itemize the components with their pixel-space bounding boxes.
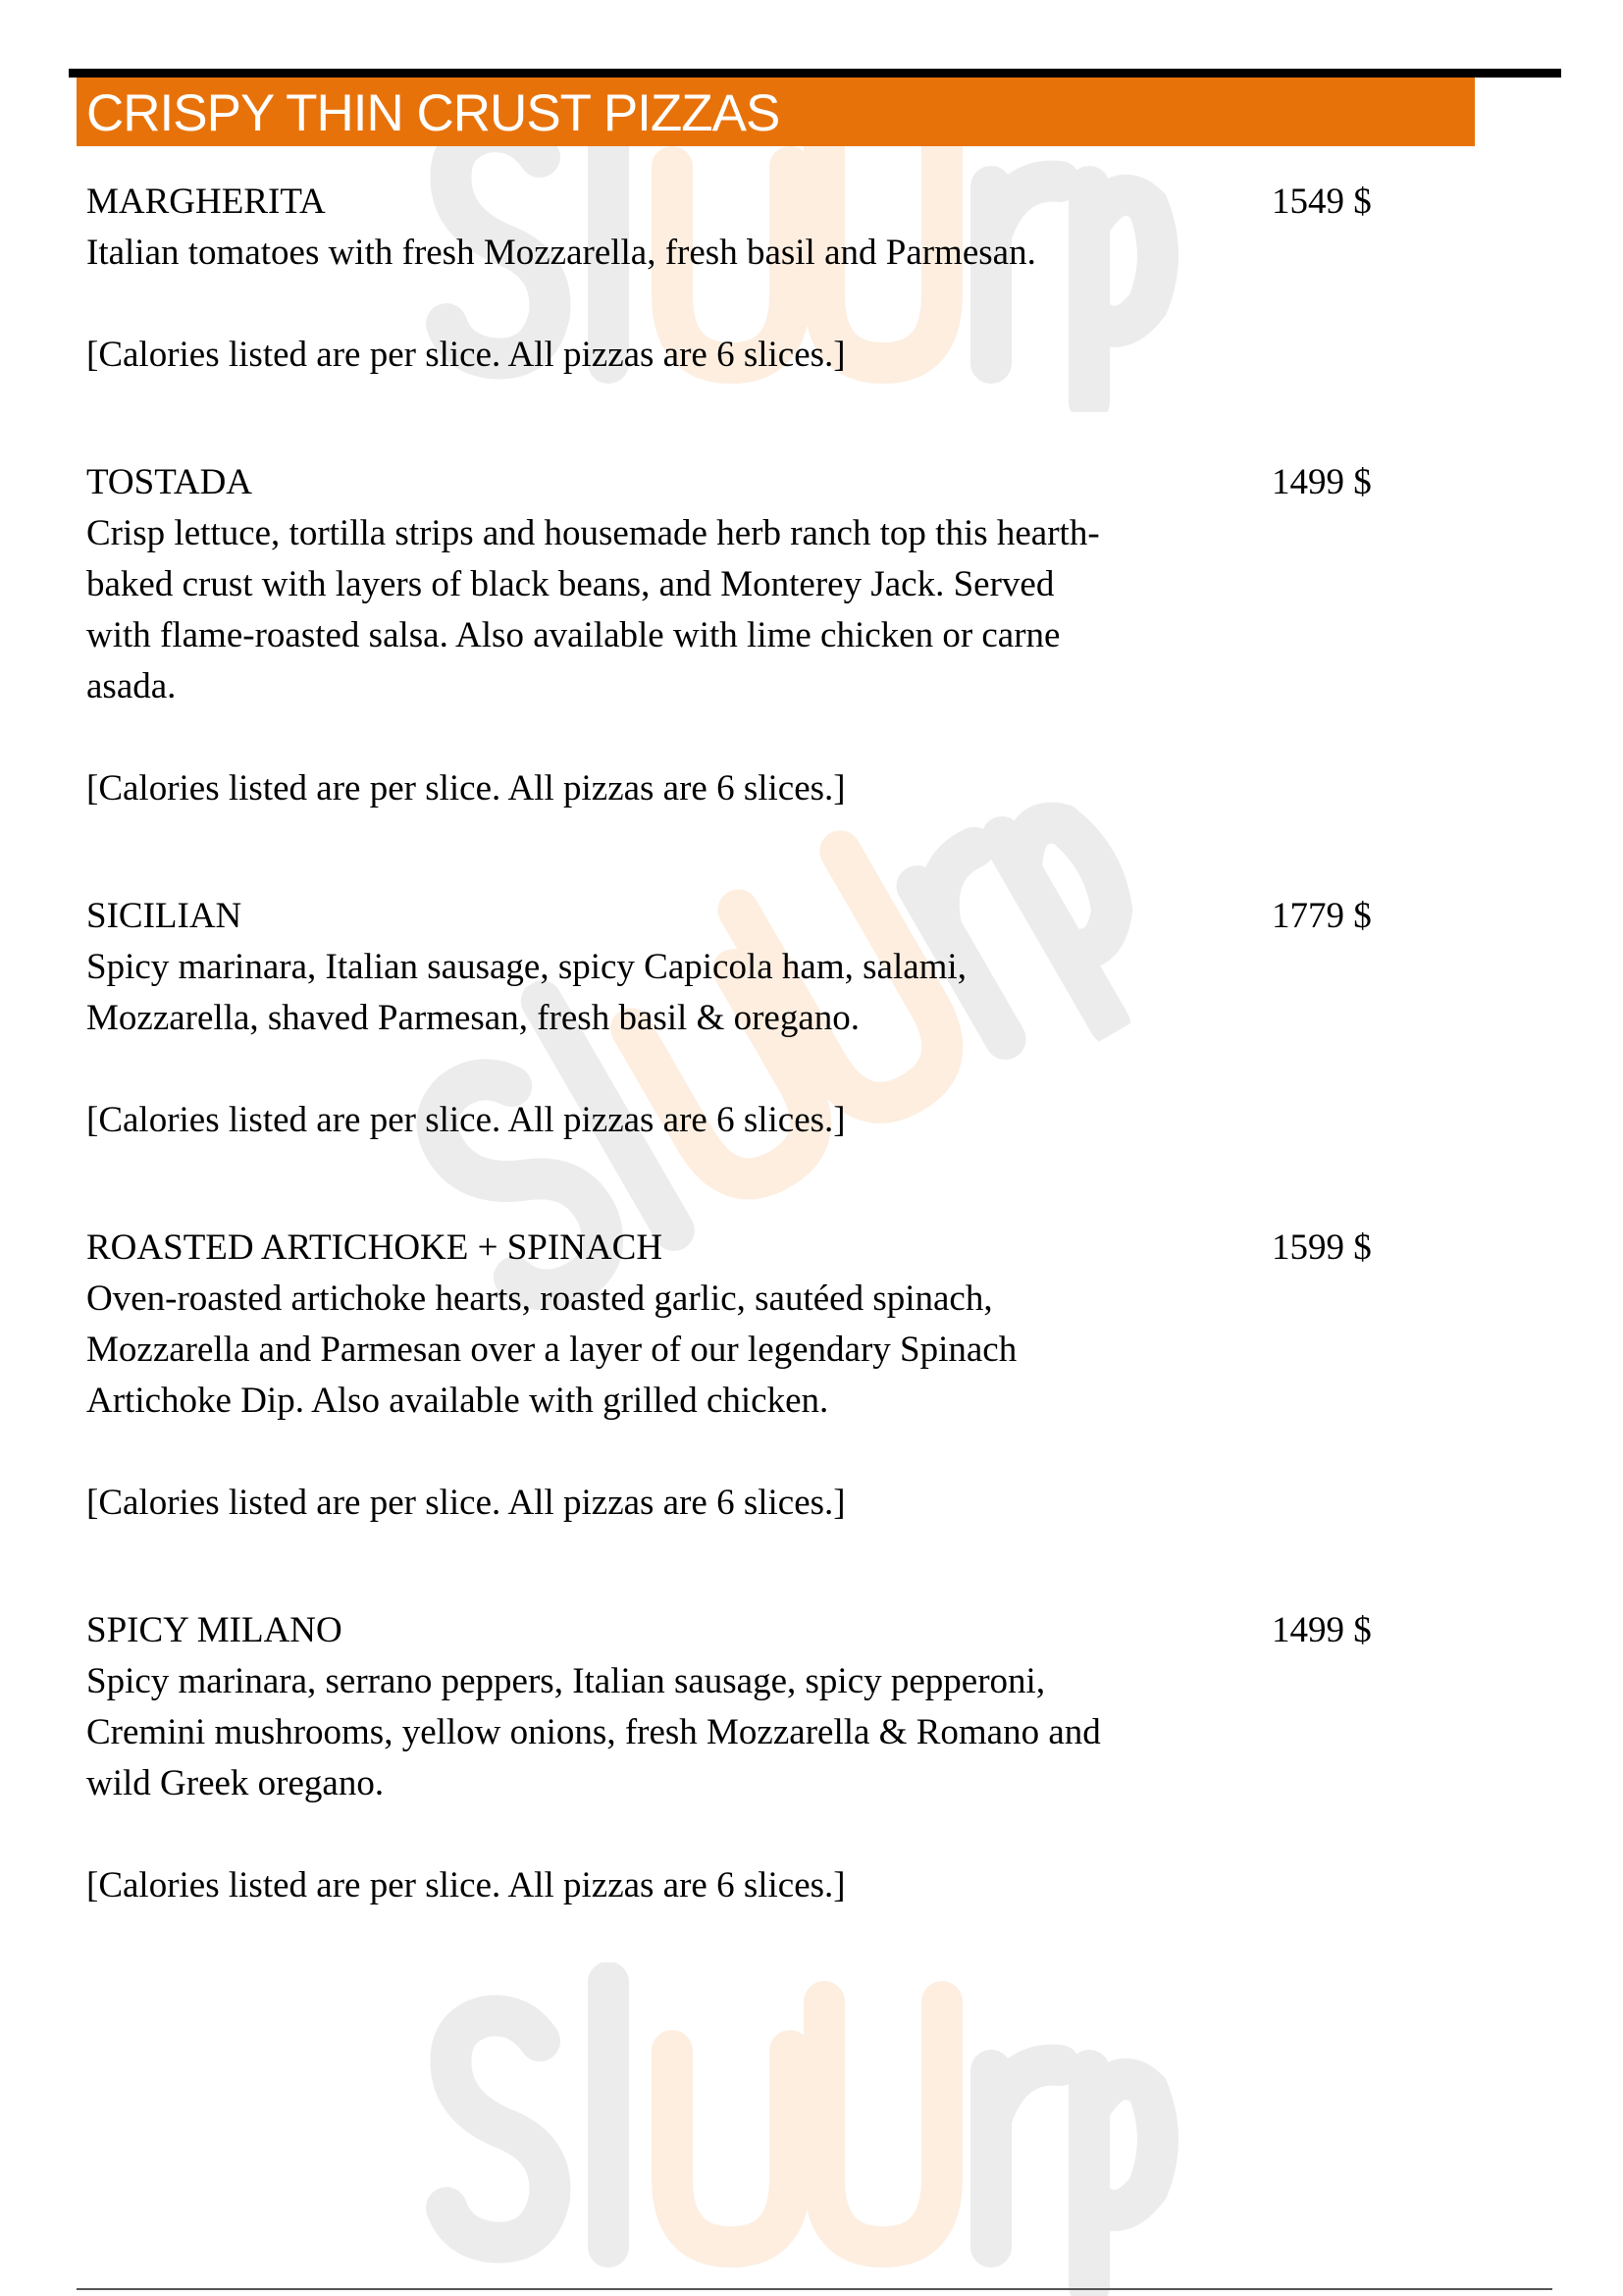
top-rule [69,69,1561,78]
item-description: Cremini mushrooms, yellow onions, fresh Mozzarella & Romano and [86,1712,1101,1752]
item-description: baked crust with layers of black beans, and Monterey Jack. Served [86,564,1055,604]
item-description: wild Greek oregano. [86,1763,385,1803]
item-description: Artichoke Dip. Also available with grilled chicken. [86,1381,829,1421]
item-description: asada. [86,666,177,706]
item-note: [Calories listed are per slice. All pizzas are 6 slices.] [86,335,846,375]
item-description: Oven-roasted artichoke hearts, roasted garlic, sautéed spinach, [86,1278,993,1319]
item-name: ROASTED ARTICHOKE + SPINACH [86,1227,663,1268]
item-price: 1599 $ [1272,1227,1372,1268]
watermark-logo [412,1962,1197,2296]
item-description: with flame-roasted salsa. Also available with lime chicken or carne [86,615,1061,655]
item-header [86,891,1391,942]
item-name: MARGHERITA [86,182,326,222]
item-description: Crisp lettuce, tortilla strips and housemade herb ranch top this hearth- [86,513,1100,553]
item-description: Spicy marinara, Italian sausage, spicy Capicola ham, salami, [86,947,967,987]
item-description: Italian tomatoes with fresh Mozzarella, fresh basil and Parmesan. [86,233,1036,273]
menu-item [86,1605,1391,1911]
spacer [86,1427,1391,1478]
spacer [86,712,1391,763]
item-price: 1499 $ [1272,1610,1372,1650]
item-note: [Calories listed are per slice. All pizzas are 6 slices.] [86,1100,846,1140]
item-name: SPICY MILANO [86,1610,342,1650]
item-price: 1549 $ [1272,182,1372,222]
item-note: [Calories listed are per slice. All pizzas are 6 slices.] [86,1483,846,1523]
item-header [86,457,1391,508]
item-note: [Calories listed are per slice. All pizzas are 6 slices.] [86,768,846,809]
item-price: 1779 $ [1272,896,1372,936]
section-header [77,78,1475,146]
menu-list [86,177,1391,1988]
spacer [86,279,1391,330]
item-note: [Calories listed are per slice. All pizzas are 6 slices.] [86,1865,846,1905]
item-header [86,1605,1391,1656]
item-header [86,177,1391,228]
menu-item [86,891,1391,1146]
item-price: 1499 $ [1272,462,1372,502]
item-description: Mozzarella and Parmesan over a layer of our legendary Spinach [86,1330,1018,1370]
item-name: SICILIAN [86,896,242,936]
menu-item [86,457,1391,814]
menu-item [86,1223,1391,1529]
menu-item [86,177,1391,381]
item-name: TOSTADA [86,462,253,502]
spacer [86,1044,1391,1095]
item-description: Spicy marinara, serrano peppers, Italian sausage, spicy pepperoni, [86,1661,1046,1701]
spacer [86,1809,1391,1860]
bottom-rule [77,2288,1552,2290]
item-description: Mozzarella, shaved Parmesan, fresh basil & oregano. [86,998,861,1038]
section-title: CRISPY THIN CRUST PIZZAS [86,84,780,142]
item-header [86,1223,1391,1274]
